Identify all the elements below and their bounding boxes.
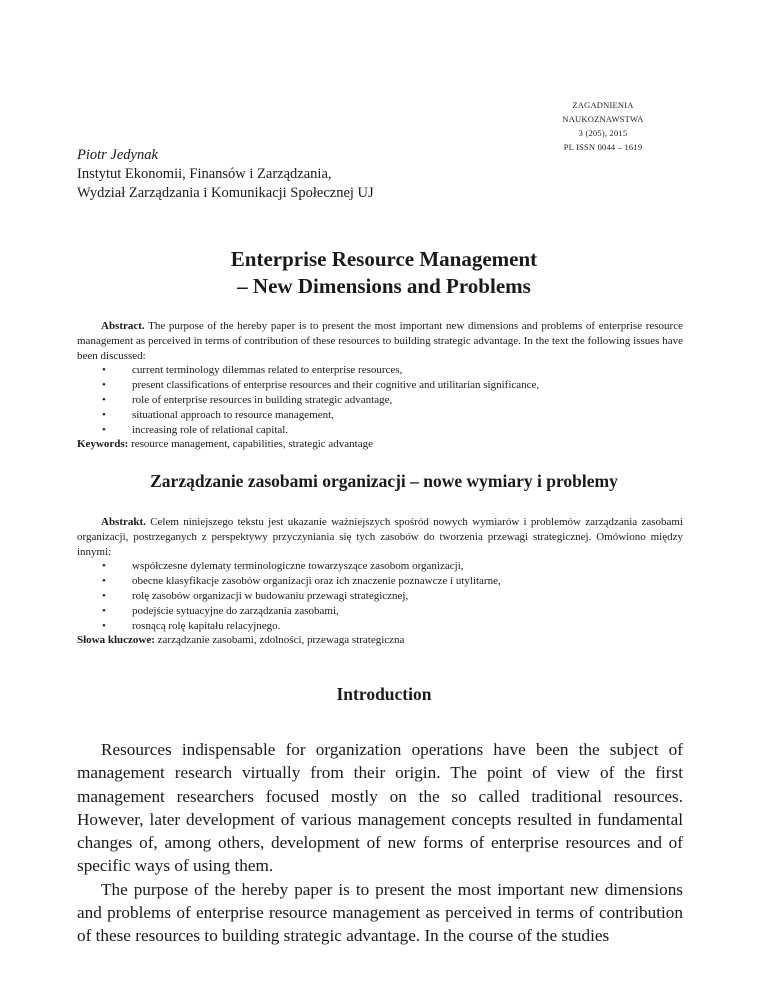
section-heading: Introduction <box>336 684 432 704</box>
list-item: • podejście sytuacyjne do zarządzania zasobami, <box>77 604 683 619</box>
abstract-en-keywords <box>77 437 683 452</box>
abstract-pl-text: Celem niniejszego tekstu jest ukazanie ważniejszych spośród nowych wymiarów i problemów zarządzania zasobami organizacji, postrzeganych z perspektywy przyczyniania się tych zasobów do tworzenia przewagi strategicznej. Omówiono między innymi: <box>77 516 683 558</box>
abstract-en-list <box>77 363 683 437</box>
abstract-pl <box>77 515 683 648</box>
body-paragraph-1: Resources indispensable for organization operations have been the subject of management research virtually from their origin. The point of view of the first management researchers focused mostly on the so called traditional resources. However, later development of various management concepts resulted in fundamental changes of, among others, development of new forms of enterprise resources and of specific ways of using them. <box>77 740 683 876</box>
journal-issue: 3 (205), 2015 <box>578 128 628 138</box>
list-item: • increasing role of relational capital. <box>77 423 683 438</box>
keywords-text: resource management, capabilities, strategic advantage <box>128 438 373 451</box>
author-affiliation-1: Instytut Ekonomii, Finansów i Zarządzania, <box>77 166 332 182</box>
title-line1: Enterprise Resource Management <box>230 247 538 271</box>
list-item: • obecne klasyfikacje zasobów organizacji oraz ich znaczenie poznawcze i utylitarne, <box>77 574 683 589</box>
abstract-pl-paragraph <box>77 515 683 559</box>
abstract-en-text: The purpose of the hereby paper is to present the most important new dimensions and problems of enterprise resource management as perceived in terms of contribution of these resources to building strategic advantage. In the text the following issues have been discussed: <box>77 320 683 362</box>
abstract-pl-list <box>77 559 683 633</box>
author-name: Piotr Jedynak <box>77 147 158 163</box>
abstract-en-paragraph <box>77 319 683 363</box>
keywords-label: Keywords: <box>77 438 129 451</box>
polish-title: Zarządzanie zasobami organizacji – nowe wymiary i problemy <box>150 471 618 491</box>
list-item: • rolę zasobów organizacji w budowaniu przewagi strategicznej, <box>77 589 683 604</box>
author-affiliation-2: Wydział Zarządzania i Komunikacji Społecznej UJ <box>77 185 374 201</box>
abstract-pl-keywords <box>77 633 683 648</box>
body-paragraph-2: The purpose of the hereby paper is to present the most important new dimensions and problems of enterprise resource management as perceived in terms of contribution of these resources to building strategic advantage. In the course of the studies <box>77 879 683 946</box>
abstract-en-lead: Abstract. <box>101 320 145 332</box>
journal-issn: PL ISSN 0044 – 1619 <box>563 142 643 152</box>
journal-name-line2: NAUKOZNAWSTWA <box>562 114 644 124</box>
journal-name-line1: ZAGADNIENIA <box>572 100 634 110</box>
list-item: • współczesne dylematy terminologiczne towarzyszące zasobom organizacji, <box>77 559 683 574</box>
abstract-en <box>77 319 683 452</box>
abstract-pl-lead: Abstrakt. <box>101 516 146 528</box>
author-block <box>77 146 374 203</box>
list-item: • role of enterprise resources in building strategic advantage, <box>77 393 683 408</box>
list-item: • rosnącą rolę kapitału relacyjnego. <box>77 619 683 634</box>
list-item: • current terminology dilemmas related to enterprise resources, <box>77 363 683 378</box>
title-line2: – New Dimensions and Problems <box>237 274 531 298</box>
keywords-label: Słowa kluczowe: <box>77 634 155 647</box>
list-item: • present classifications of enterprise resources and their cognitive and utilitarian significance, <box>77 378 683 393</box>
body-text <box>77 738 683 948</box>
list-item: • situational approach to resource management, <box>77 408 683 423</box>
paper-title <box>0 246 768 300</box>
keywords-text: zarządzanie zasobami, zdolności, przewaga strategiczna <box>154 634 405 647</box>
journal-info <box>538 98 668 154</box>
